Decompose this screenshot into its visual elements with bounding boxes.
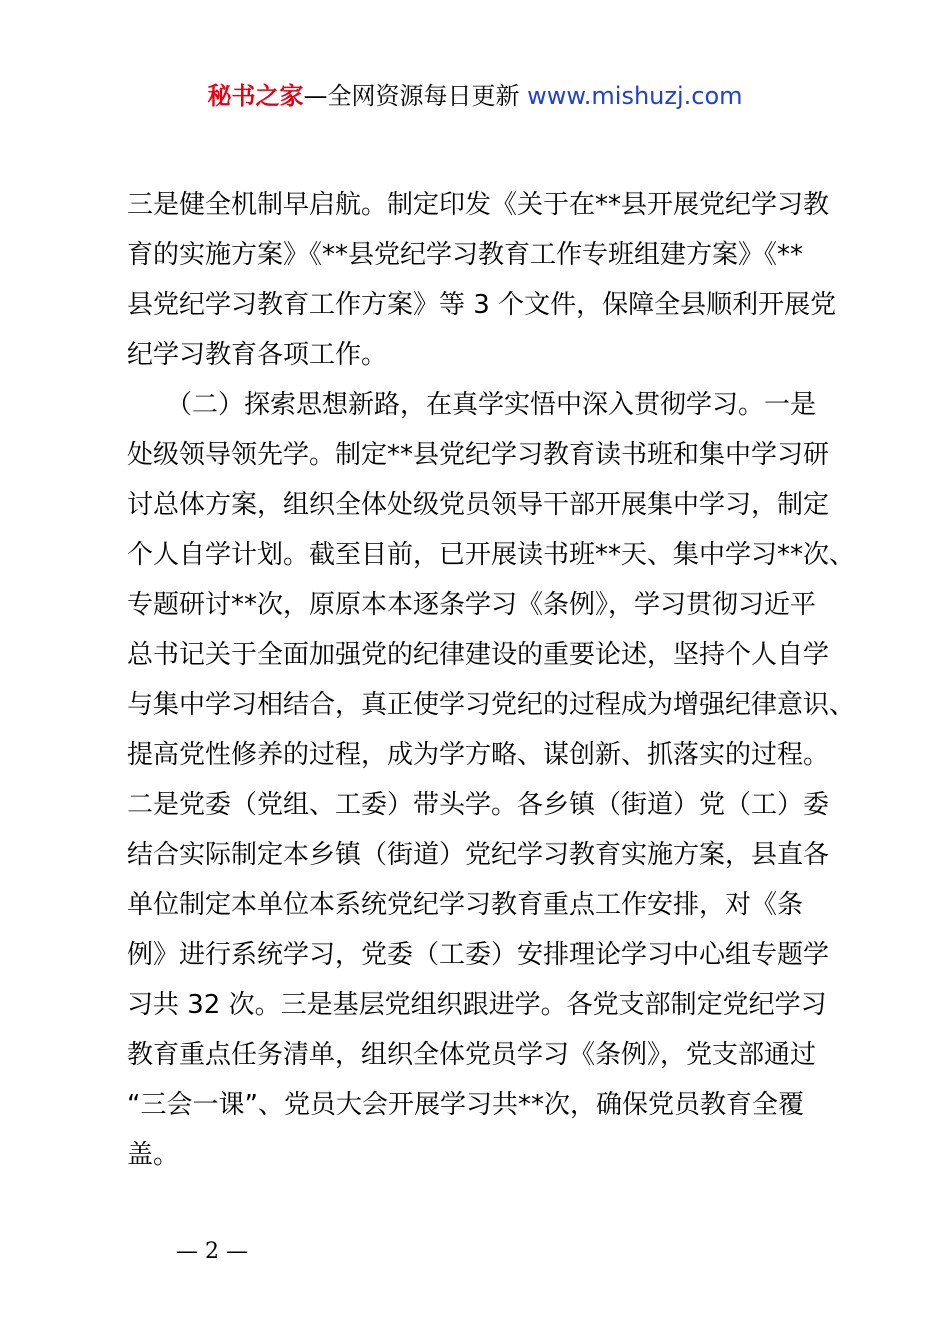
page-number: — 2 — xyxy=(176,1239,248,1264)
text-line: 个人自学计划。截至目前，已开展读书班**天、集中学习**次、 xyxy=(127,540,856,570)
text-line: 例》进行系统学习，党委（工委）安排理论学习中心组专题学 xyxy=(127,940,830,970)
text-line: 单位制定本单位本系统党纪学习教育重点工作安排，对《条 xyxy=(127,890,804,920)
section-heading-line: （二）探索思想新路，在真学实悟中深入贯彻学习。一是 xyxy=(127,390,817,420)
text-line: 总书记关于全面加强党的纪律建设的重要论述，坚持个人自学 xyxy=(127,640,830,670)
text-line: 处级领导领先学。制定**县党纪学习教育读书班和集中学习研 xyxy=(127,440,830,470)
site-header xyxy=(0,80,950,112)
text-line: 育的实施方案》《**县党纪学习教育工作专班组建方案》《** xyxy=(127,240,804,270)
text-line: 盖。 xyxy=(127,1140,180,1170)
text-line: 县党纪学习教育工作方案》等 3 个文件，保障全县顺利开展党 xyxy=(127,290,837,320)
text-line: 专题研讨**次，原原本本逐条学习《条例》，学习贯彻习近平 xyxy=(127,590,817,620)
text-line: 结合实际制定本乡镇（街道）党纪学习教育实施方案，县直各 xyxy=(127,840,830,870)
text-line: “三会一课”、党员大会开展学习共**次，确保党员教育全覆 xyxy=(127,1090,804,1120)
text-line: 与集中学习相结合，真正使学习党纪的过程成为增强纪律意识、 xyxy=(127,690,856,720)
site-brand: 秘书之家 xyxy=(207,82,304,110)
text-line: 习共 32 次。三是基层党组织跟进学。各党支部制定党纪学习 xyxy=(127,990,827,1020)
text-line: 纪学习教育各项工作。 xyxy=(127,340,388,370)
text-line: 讨总体方案，组织全体处级党员领导干部开展集中学习，制定 xyxy=(127,490,830,520)
text-line: 教育重点任务清单，组织全体党员学习《条例》，党支部通过 xyxy=(127,1040,817,1070)
text-line: 提高党性修养的过程，成为学方略、谋创新、抓落实的过程。 xyxy=(127,740,830,770)
text-line: 二是党委（党组、工委）带头学。各乡镇（街道）党（工）委 xyxy=(127,790,830,820)
text-line: 三是健全机制早启航。制定印发《关于在**县开展党纪学习教 xyxy=(127,190,830,220)
site-tagline: —全网资源每日更新 xyxy=(303,82,520,110)
site-url-link[interactable]: www.mishuzj.com xyxy=(527,82,743,110)
document-body xyxy=(127,180,856,1180)
